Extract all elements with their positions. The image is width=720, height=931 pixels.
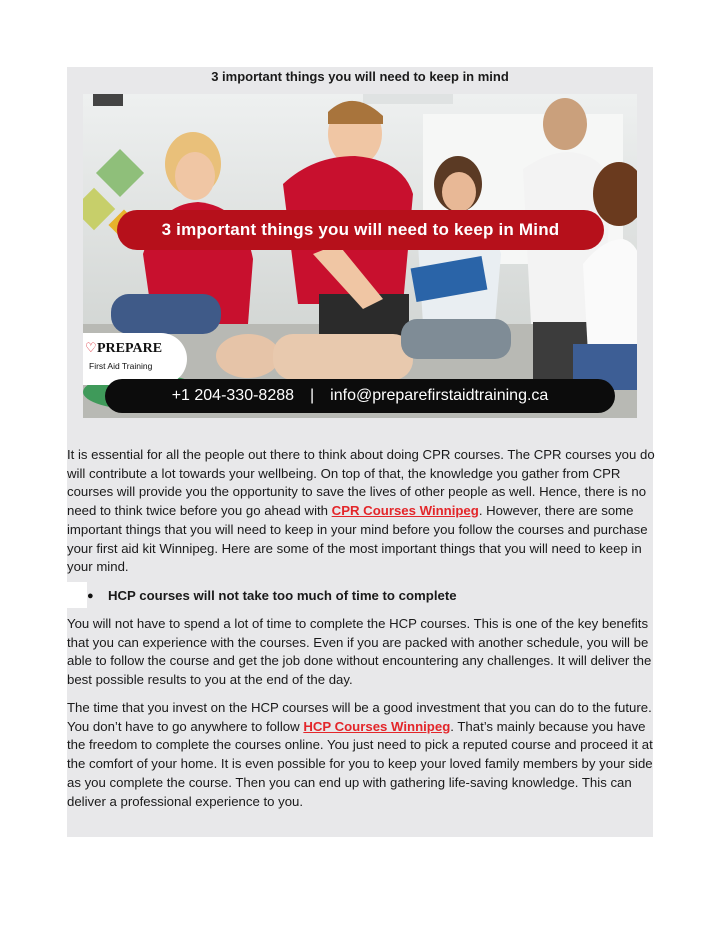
contact-separator: | [310, 387, 315, 404]
intro-text-start: It is essential for all the people out there to think about doing CPR courses. The CPR courses you do will contribute a lot towards your wellbeing. On top of that, the knowledge you gather from CPR courses will provide you the opportunity to save the lives of other people as well. Hence, there is no need to think twice before you go ahead with [67, 447, 655, 519]
contact-bar [105, 379, 615, 413]
hero-banner-title: 3 important things you will need to keep in Mind [117, 210, 604, 250]
section-paragraph-2 [67, 699, 657, 811]
intro-paragraph [67, 446, 657, 577]
paragraph2-text-end: . That’s mainly because you have the freedom to complete the courses online. You just need to pick a reputed course and proceed it at the comfort of your home. It is even possible for you to keep your loved family members by your side as you complete the course. Then you can end up with gathering life-saving knowledge. This can deliver a professional experience to you. [67, 718, 653, 809]
intro-text-end: . However, there are some important things that you will need to keep in your mind before you follow the courses and purchase your first aid kit Winnipeg. Here are some of the most important things that you will need to keep in your mind. [67, 503, 648, 575]
logo-text: PREPARE [97, 341, 163, 356]
section-heading: HCP courses will not take too much of time to complete [108, 588, 457, 603]
bullet-heading-row [67, 586, 657, 606]
bullet-indent [67, 582, 87, 608]
heart-icon: ♡ [85, 340, 97, 355]
phone-number: +1 204-330-8288 [171, 387, 295, 404]
prepare-logo [83, 333, 187, 385]
document-title: 3 important things you will need to keep in mind [211, 69, 509, 84]
contact-email: info@preparefirstaidtraining.ca [330, 387, 549, 404]
hero-image [83, 94, 637, 418]
cpr-courses-winnipeg-link[interactable]: CPR Courses Winnipeg [331, 503, 479, 519]
logo-subtext: First Aid Training [89, 361, 153, 371]
paragraph2-text-start: The time that you invest on the HCP courses will be a good investment that you can do to the future. You don’t have to go anywhere to follow [67, 700, 652, 734]
hcp-courses-winnipeg-link[interactable]: HCP Courses Winnipeg [303, 718, 451, 734]
bullet-icon: ● [87, 590, 94, 602]
section-paragraph-1: You will not have to spend a lot of time to complete the HCP courses. This is one of the key benefits that you can experience with the courses. Even if you are packed with another schedule, you will be able to follow the course and get the job done without encountering any challenges. It will deliver the best possible results to you at the end of the day. [67, 616, 652, 688]
